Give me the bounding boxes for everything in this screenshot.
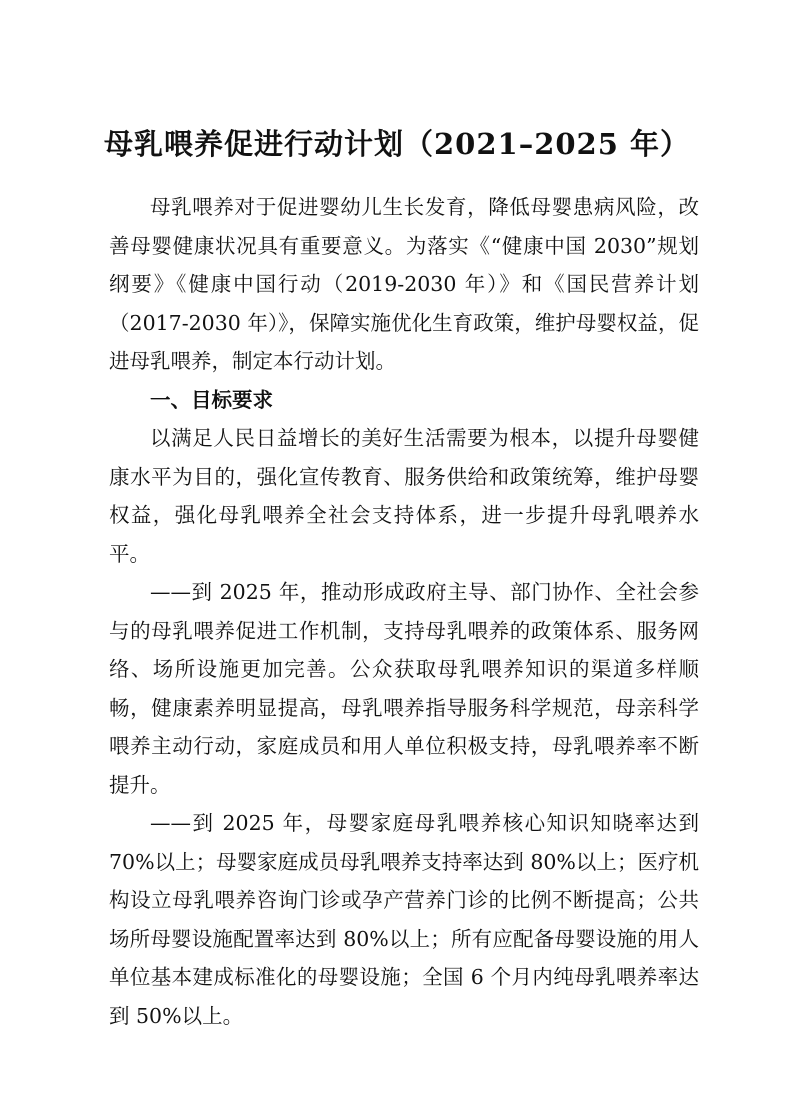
intro-paragraph: 母乳喂养对于促进婴幼儿生长发育，降低母婴患病风险，改善母婴健康状况具有重要意义。为落实《“健康中国 2030”规划纲要》《健康中国行动（2019-2030 年）》和《国民营养计划（2017-2030 年）》，保障实施优化生育政策，维护母婴权益，促进母乳喂养，制定本行动计划。	[109, 195, 699, 373]
target-paragraph-1: ——到 2025 年，推动形成政府主导、部门协作、全社会参与的母乳喂养促进工作机制，支持母乳喂养的政策体系、服务网络、场所设施更加完善。公众获取母乳喂养知识的渠道多样顺畅，健康素养明显提高，母乳喂养指导服务科学规范，母亲科学喂养主动行动，家庭成员和用人单位积极支持，母乳喂养率不断提升。	[109, 580, 699, 797]
document-body	[109, 188, 699, 1035]
document-title: 母乳喂养促进行动计划（2021–2025 年）	[103, 127, 691, 161]
target-paragraph-2: ——到 2025 年，母婴家庭母乳喂养核心知识知晓率达到 70%以上；母婴家庭成员母乳喂养支持率达到 80%以上；医疗机构设立母乳喂养咨询门诊或孕产营养门诊的比例不断提高；公共场所母婴设施配置率达到 80%以上；所有应配备母婴设施的用人单位基本建成标准化的母婴设施；全国 6 个月内纯母乳喂养率达到 50%以上。	[109, 811, 699, 1028]
section-heading: 一、目标要求	[150, 387, 273, 412]
goal-paragraph: 以满足人民日益增长的美好生活需要为根本，以提升母婴健康水平为目的，强化宣传教育、服务供给和政策统筹，维护母婴权益，强化母乳喂养全社会支持体系，进一步提升母乳喂养水平。	[109, 426, 699, 566]
